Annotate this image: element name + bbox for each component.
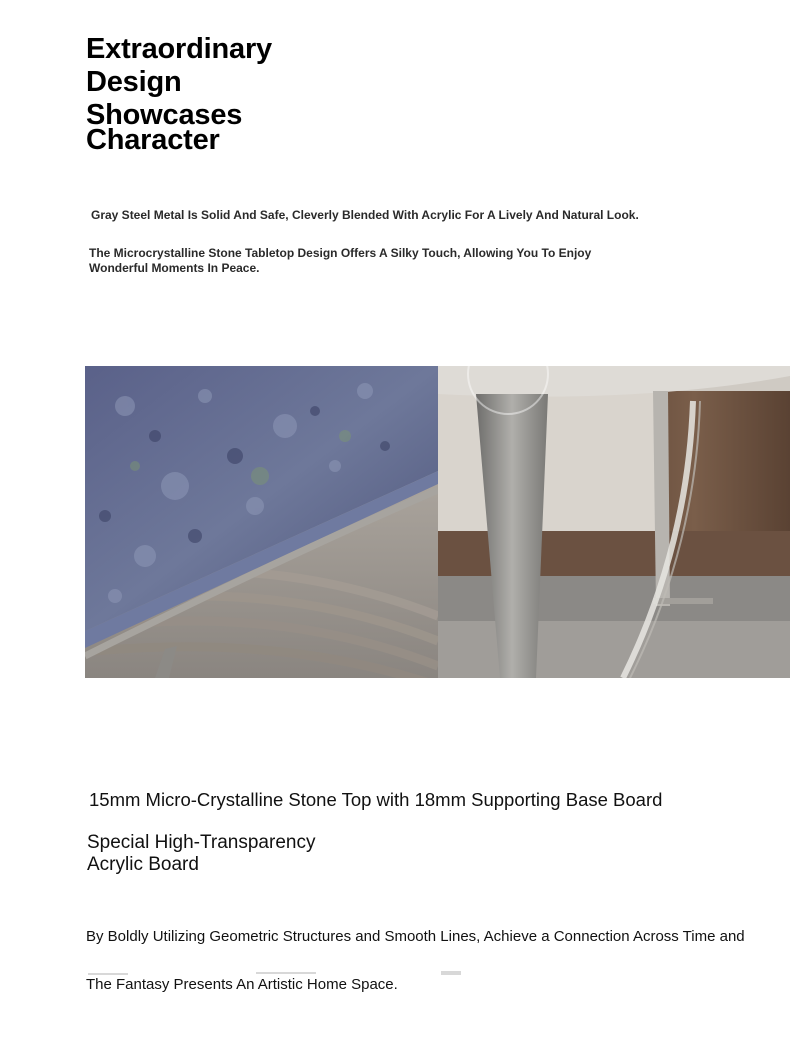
acrylic-spec-line-2: Acrylic Board xyxy=(87,854,199,875)
headline-line-2: Design xyxy=(86,66,182,98)
headline-line-1: Extraordinary xyxy=(86,33,272,65)
product-photos xyxy=(85,366,790,678)
faint-texture-strip xyxy=(86,966,476,976)
stone-note: The Microcrystalline Stone Tabletop Design Offers A Silky Touch, Allowing You To Enjoy Wonderful Moments In Peace. xyxy=(89,246,592,275)
headline-line-3: Showcases xyxy=(86,99,243,131)
design-statement: By Boldly Utilizing Geometric Structures and Smooth Lines, Achieve a Connection Across Time and xyxy=(86,928,745,945)
headline xyxy=(86,33,296,157)
headline-line-4: Character xyxy=(86,124,220,156)
fantasy-statement: The Fantasy Presents An Artistic Home Space. xyxy=(86,976,398,993)
acrylic-leg-photo xyxy=(438,366,790,678)
steel-note: Gray Steel Metal Is Solid And Safe, Cleverly Blended With Acrylic For A Lively And Natural Look. xyxy=(91,208,639,222)
photo-pair xyxy=(85,366,790,678)
tabletop-spec: 15mm Micro-Crystalline Stone Top with 18mm Supporting Base Board xyxy=(89,789,663,810)
acrylic-spec-line-1: Special High-Transparency xyxy=(87,832,316,853)
stone-tabletop-photo xyxy=(85,366,438,678)
acrylic-spec xyxy=(87,832,387,876)
